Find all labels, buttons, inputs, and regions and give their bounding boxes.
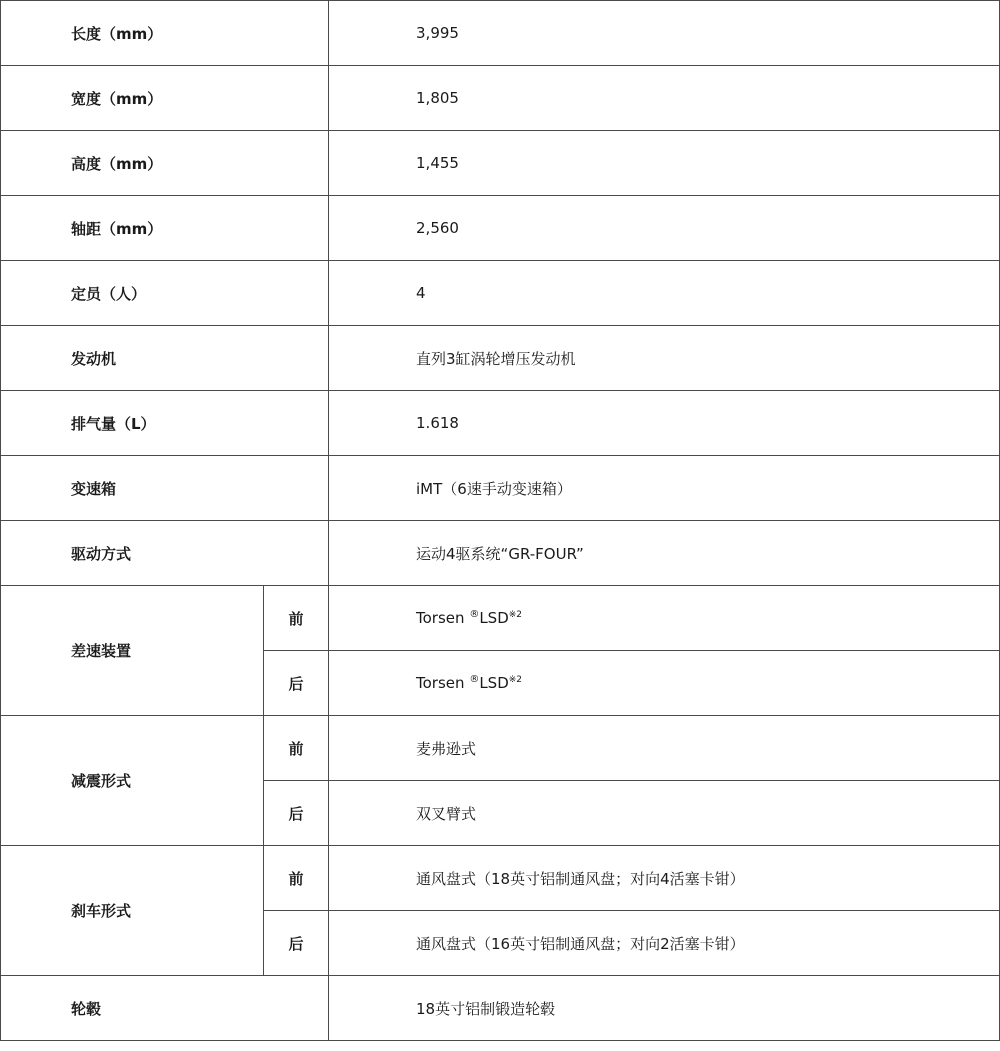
row-value-transmission: iMT（6速手动变速箱） <box>329 456 1000 521</box>
lsd-text: LSD <box>479 674 509 692</box>
row-value-suspension-rear: 双叉臂式 <box>329 781 1000 846</box>
brand-text: Torsen <box>416 674 465 692</box>
row-value-differential-front <box>329 586 1000 651</box>
lsd-text: LSD <box>479 609 509 627</box>
table-row <box>1 716 1000 781</box>
table-row <box>1 261 1000 326</box>
row-label-wheelbase: 轴距（mm） <box>1 196 329 261</box>
row-label-width: 宽度（mm） <box>1 66 329 131</box>
footnote-mark: ※2 <box>508 610 523 620</box>
table-row <box>1 66 1000 131</box>
row-value-drive: 运动4驱系统“GR-FOUR” <box>329 521 1000 586</box>
table-row <box>1 846 1000 911</box>
table-row <box>1 586 1000 651</box>
row-label-transmission: 变速箱 <box>1 456 329 521</box>
sub-label-rear: 后 <box>264 781 329 846</box>
table-row <box>1 326 1000 391</box>
row-value-wheelbase: 2,560 <box>329 196 1000 261</box>
table-row <box>1 196 1000 261</box>
row-value-brakes-rear: 通风盘式（16英寸铝制通风盘；对向2活塞卡钳） <box>329 911 1000 976</box>
row-label-differential: 差速装置 <box>1 586 264 716</box>
row-label-length: 长度（mm） <box>1 1 329 66</box>
row-label-height: 高度（mm） <box>1 131 329 196</box>
row-label-brakes: 刹车形式 <box>1 846 264 976</box>
registered-mark: ® <box>469 609 480 620</box>
row-value-wheels: 18英寸铝制锻造轮毂 <box>329 976 1000 1041</box>
sub-label-front: 前 <box>264 716 329 781</box>
sub-label-rear: 后 <box>264 911 329 976</box>
row-value-width: 1,805 <box>329 66 1000 131</box>
row-label-wheels: 轮毂 <box>1 976 329 1041</box>
row-value-length: 3,995 <box>329 1 1000 66</box>
table-row <box>1 391 1000 456</box>
table-row <box>1 521 1000 586</box>
table-row <box>1 456 1000 521</box>
row-value-displacement: 1.618 <box>329 391 1000 456</box>
row-label-displacement: 排气量（L） <box>1 391 329 456</box>
table-row <box>1 1 1000 66</box>
registered-mark: ® <box>469 674 480 685</box>
row-label-engine: 发动机 <box>1 326 329 391</box>
row-value-engine: 直列3缸涡轮增压发动机 <box>329 326 1000 391</box>
row-value-capacity: 4 <box>329 261 1000 326</box>
table-row <box>1 976 1000 1041</box>
row-label-drive: 驱动方式 <box>1 521 329 586</box>
table-row <box>1 131 1000 196</box>
footnote-mark: ※2 <box>508 675 523 685</box>
row-label-suspension: 减震形式 <box>1 716 264 846</box>
brand-text: Torsen <box>416 609 465 627</box>
sub-label-rear: 后 <box>264 651 329 716</box>
sub-label-front: 前 <box>264 846 329 911</box>
row-value-height: 1,455 <box>329 131 1000 196</box>
sub-label-front: 前 <box>264 586 329 651</box>
row-label-capacity: 定员（人） <box>1 261 329 326</box>
row-value-suspension-front: 麦弗逊式 <box>329 716 1000 781</box>
row-value-brakes-front: 通风盘式（18英寸铝制通风盘；对向4活塞卡钳） <box>329 846 1000 911</box>
row-value-differential-rear <box>329 651 1000 716</box>
